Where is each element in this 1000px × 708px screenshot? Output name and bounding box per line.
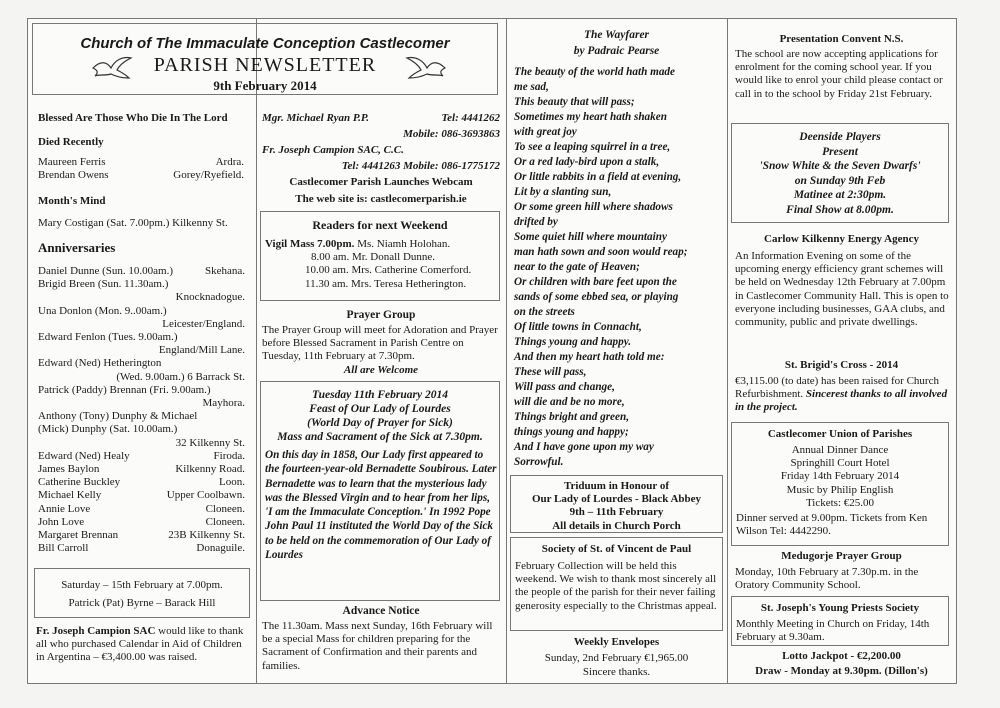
poem-line: This beauty that will pass; (514, 96, 635, 108)
newsletter-sheet (27, 18, 957, 684)
lotto-draw: Draw - Monday at 9.30pm. (Dillon's) (755, 665, 928, 677)
triduum-box (510, 475, 723, 533)
presentation-heading: Presentation Convent N.S. (779, 33, 904, 45)
poem-line: Will pass and change, (514, 381, 615, 393)
deenside-box (731, 123, 949, 223)
medugorje-text: Monday, 10th February at 7.30p.m. in the Oratory Community School. (735, 566, 919, 592)
svp-text: February Collection will be held this weekend. We wish to thank most sincerely all the people of the parish for their never failing generosity especially to the Christmas appeal. (515, 560, 717, 612)
readers-box (260, 211, 500, 301)
readers-list (265, 238, 497, 291)
poem-line: Of little towns in Connacht, (514, 321, 642, 333)
poem-author: by Padraic Pearse (573, 45, 660, 57)
saturday-mass-line: Saturday – 15th February at 7.00pm. (61, 579, 223, 591)
poem-line: Some quiet hill where mountainy (514, 231, 667, 243)
medugorje-heading: Medugorje Prayer Group (781, 550, 902, 562)
column-3 (506, 19, 728, 683)
poem-line: drifted by (514, 216, 558, 228)
poem-line: Things bright and green, (514, 411, 630, 423)
list-item: England/Mill Lane. (158, 344, 245, 357)
list-item: 10.00 am. Mrs. Catherine Comerford. (305, 264, 472, 277)
poem-line: And then my heart hath told me: (514, 351, 665, 363)
svp-box (510, 537, 723, 631)
list-item: Catherine Buckley Loon. (38, 476, 245, 489)
poem-line: These will pass, (514, 366, 587, 378)
list-item: Michael Kelly Upper Coolbawn. (38, 489, 245, 502)
lotto-jackpot: Lotto Jackpot - €2,200.00 (782, 650, 901, 662)
list-item: Knocknadogue. (175, 291, 245, 304)
list-item: John Love Cloneen. (38, 515, 245, 528)
list-item: Maureen Ferris Ardra. (38, 156, 244, 168)
union-box (731, 422, 949, 546)
young-priests-box (731, 596, 949, 646)
presentation-text: The school are now accepting applications for enrolment for the coming school year. If you would like to enrol your child please contact or call in to the school by Friday 21st February. (735, 48, 943, 100)
list-item: Leicester/England. (162, 317, 245, 330)
union-heading: Castlecomer Union of Parishes (767, 428, 913, 440)
list-item: James Baylon Kilkenny Road. (38, 463, 245, 476)
list-item: Edward (Ned) Hetherington (38, 357, 162, 370)
readers-heading: Readers for next Weekend (312, 218, 448, 232)
poem-line: will die and be no more, (514, 396, 625, 408)
list-item: 8.00 am. Mr. Donall Dunne. (311, 251, 436, 264)
priest1-name: Mgr. Michael Ryan P.P. (262, 112, 369, 124)
priest1-mobile: Mobile: 086-3693863 (403, 128, 500, 140)
calendar-thanks: Fr. Joseph Campion SAC would like to thank all who purchased Calendar in Aid of Children in Argentina – €3,400.00 was raised. (36, 625, 244, 664)
envelopes-thanks: Sincere thanks. (582, 666, 651, 678)
union-details: Annual Dinner Dance Springhill Court Hotel Friday 14th February 2014 Music by Philip English Tickets: €25.00 (780, 444, 900, 509)
poem-line: me sad, (514, 81, 549, 93)
webcam-notice: Castlecomer Parish Launches Webcam (289, 176, 473, 188)
feast-body: On this day in 1858, Our Lady first appeared to the fourteen-year-old Bernadette Soubirous. Later Bernadette was to learn that the mysterious lady was the Blessed Virgin and to hear from her lips, 'I am the Immaculate Conception.' In 1992 Pope John Paul 11 instituted the World Day of the Sick to be held on the commemoration of Our Lady of Lourdes (265, 449, 497, 562)
envelopes-amount: Sunday, 2nd February €1,965.00 (544, 652, 689, 664)
poem-title: The Wayfarer (583, 29, 650, 41)
young-priests-heading: St. Joseph's Young Priests Society (760, 602, 920, 614)
prayer-group-welcome: All are Welcome (343, 364, 419, 376)
anniversaries-heading: Anniversaries (38, 240, 116, 255)
list-item: Daniel Dunne (Sun. 10.00am.) Skehana. (38, 265, 245, 277)
list-item: Brendan Owens Gorey/Ryefield. (38, 169, 244, 182)
priest2-phone: Tel: 4441263 Mobile: 086-1775172 (341, 160, 500, 172)
died-heading: Died Recently (38, 136, 104, 148)
young-priests-text: Monthly Meeting in Church on Friday, 14th February at 9.30am. (736, 618, 930, 644)
poem-line: near to the gate of Heaven; (514, 261, 640, 273)
poem-line: Or a red lady-bird upon a stalk, (514, 156, 660, 168)
poem-line: on the streets (514, 306, 575, 318)
list-item: Anthony (Tony) Dunphy & Michael (38, 410, 198, 423)
poem-line: Or little rabbits in a field at evening, (514, 171, 682, 183)
list-item: Annie Love Cloneen. (38, 502, 245, 515)
poem-line: Lit by a slanting sun, (514, 186, 612, 198)
list-item: (Mick) Dunphy (Sat. 10.00am.) (38, 423, 178, 436)
poem-line: Sorrowful. (514, 456, 564, 468)
list-item: Patrick (Paddy) Brennan (Fri. 9.00am.) (38, 383, 211, 396)
deenside-text: Deenside Players Present 'Snow White & the Seven Dwarfs' on Sunday 9th Feb Matinee at 2:30pm. Final Show at 8.00pm. (759, 131, 921, 216)
poem-line: with great joy (514, 126, 577, 138)
list-item: 32 Kilkenny St. (175, 436, 245, 449)
list-item: Una Donlon (Mon. 9..00am.) (38, 304, 167, 317)
poem-line: sands of some ebbed sea, or playing (514, 291, 679, 303)
list-item: 11.30 am. Mrs. Teresa Hetherington. (305, 277, 467, 290)
energy-agency-heading: Carlow Kilkenny Energy Agency (764, 233, 919, 245)
list-item: Vigil Mass 7.00pm. Ms. Niamh Holohan. (265, 238, 451, 250)
poem-line: Or children with bare feet upon the (514, 276, 677, 288)
months-mind-entry: Mary Costigan (Sat. 7.00pm.) Kilkenny St. (38, 217, 228, 229)
poem-line: And I have gone upon my way (514, 441, 654, 453)
poem-line: To see a leaping squirrel in a tree, (514, 141, 671, 153)
prayer-group-text: The Prayer Group will meet for Adoration and Prayer before Blessed Sacrament in Parish Centre on Tuesday, 11th February at 7.30pm. (262, 324, 498, 363)
list-item: Edward Fenlon (Tues. 9.00am.) (38, 331, 178, 344)
dove-icon (91, 54, 133, 84)
blessed-heading: Blessed Are Those Who Die In The Lord (38, 112, 228, 124)
poem-line: Or some green hill where shadows (514, 201, 673, 213)
poem-line: Things young and happy. (514, 336, 632, 348)
column-4 (727, 19, 956, 683)
column-2 (256, 19, 507, 683)
list-item: Brigid Breen (Sun. 11.30am.) (38, 278, 169, 291)
list-item: Mayhora. (202, 397, 245, 410)
church-name: Church of The Immaculate Conception Castlecomer (80, 35, 450, 52)
poem-body (514, 65, 724, 470)
advance-notice-text: The 11.30am. Mass next Sunday, 16th February will be a special Mass for children preparing for the Sacrament of Confirmation and their parents and families. (262, 620, 493, 672)
advance-notice-heading: Advance Notice (342, 605, 420, 617)
website-notice: The web site is: castlecomerparish.ie (295, 193, 467, 205)
energy-agency-text: An Information Evening on some of the upcoming energy efficiency grant schemes will be held on Wednesday 12th February at 7.00pm in Castlecomer Community Hall. This is open to everyone including businesses, GAA clubs, and community, public and private dwellings. (735, 250, 949, 329)
st-brigids-text: €3,115.00 (to date) has been raised for Church Refurbishment. Sincerest thanks to all involved in the project. (735, 375, 948, 414)
priest2-name: Fr. Joseph Campion SAC, C.C. (262, 144, 404, 156)
list-item: Edward (Ned) Healy Firoda. (38, 449, 245, 462)
prayer-group-heading: Prayer Group (346, 309, 416, 321)
union-text: Dinner served at 9.00pm. Tickets from Ken Wilson Tel: 4442290. (736, 512, 928, 538)
feast-heading: Tuesday 11th February 2014 Feast of Our Lady of Lourdes (World Day of Prayer for Sick) Mass and Sacrament of the Sick at 7.30pm. (277, 389, 483, 443)
envelopes-heading: Weekly Envelopes (573, 636, 660, 648)
poem-line: The beauty of the world hath made (514, 66, 675, 78)
poem-line: Sometimes my heart hath shaken (514, 111, 667, 123)
saturday-mass-box (34, 568, 250, 618)
poem-line: things young and happy; (514, 426, 629, 438)
anniversaries-list (38, 265, 245, 555)
newsletter-date: 9th February 2014 (213, 78, 317, 93)
saturday-mass-name: Patrick (Pat) Byrne – Barack Hill (68, 597, 216, 609)
list-item: Margaret Brennan 23B Kilkenny St. (38, 529, 245, 542)
died-list (38, 156, 244, 182)
priest1-tel: Tel: 4441262 (441, 112, 500, 124)
feast-box (260, 381, 500, 601)
poem-line: man hath sown and soon would reap; (514, 246, 688, 258)
triduum-text: Triduum in Honour of Our Lady of Lourdes - Black Abbey 9th – 11th February All details in Church Porch (531, 480, 702, 532)
st-brigids-heading: St. Brigid's Cross - 2014 (784, 359, 899, 371)
months-mind-heading: Month's Mind (38, 195, 106, 207)
newsletter-title: PARISH NEWSLETTER (153, 54, 377, 76)
list-item: Bill Carroll Donaguile. (38, 542, 245, 555)
svp-heading: Society of St. of Vincent de Paul (541, 543, 692, 555)
list-item: (Wed. 9.00am.) 6 Barrack St. (116, 370, 245, 383)
